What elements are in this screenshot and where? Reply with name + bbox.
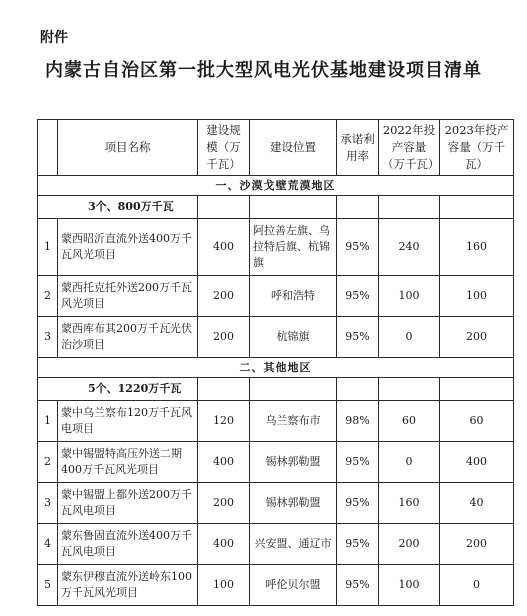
project-name: 蒙中锡盟上都外送200万千瓦风电项目 (58, 483, 198, 524)
row-index: 3 (38, 317, 58, 358)
utilization-rate: 98% (337, 401, 379, 442)
row-index: 4 (38, 524, 58, 565)
capacity-2022: 200 (379, 524, 440, 565)
capacity-2023: 160 (440, 219, 514, 276)
utilization-rate: 95% (337, 524, 379, 565)
document-title: 内蒙古自治区第一批大型风电光伏基地建设项目清单 (45, 60, 482, 81)
project-name: 蒙中乌兰察布120万千瓦风电项目 (58, 401, 198, 442)
row-index: 3 (38, 483, 58, 524)
project-scale: 400 (198, 442, 250, 483)
section-title: 一、沙漠戈壁荒漠地区 (38, 176, 514, 196)
capacity-2022: 60 (379, 401, 440, 442)
project-scale: 200 (198, 317, 250, 358)
utilization-rate: 95% (337, 276, 379, 317)
table-row (38, 565, 514, 606)
project-scale: 400 (198, 524, 250, 565)
group-summary: 3个、800万千瓦 (38, 196, 198, 219)
project-location: 杭锦旗 (250, 317, 337, 358)
header-2022-capacity: 2022年投产容量（万千瓦） (379, 120, 440, 176)
utilization-rate: 95% (337, 565, 379, 606)
table-row (38, 524, 514, 565)
capacity-2022: 0 (379, 317, 440, 358)
row-index: 1 (38, 401, 58, 442)
section-row (38, 358, 514, 378)
capacity-2023: 200 (440, 524, 514, 565)
table-row (38, 483, 514, 524)
group-summary: 5个、1220万千瓦 (38, 378, 198, 401)
project-scale: 200 (198, 276, 250, 317)
header-2023-capacity: 2023年投产容量（万千瓦） (440, 120, 514, 176)
project-scale: 200 (198, 483, 250, 524)
section-row (38, 176, 514, 196)
project-location: 锡林郭勒盟 (250, 442, 337, 483)
capacity-2023: 60 (440, 401, 514, 442)
header-project-name: 项目名称 (58, 120, 198, 176)
project-scale: 400 (198, 219, 250, 276)
project-location: 阿拉善左旗、乌拉特后旗、杭锦旗 (250, 219, 337, 276)
project-location: 呼和浩特 (250, 276, 337, 317)
project-name: 蒙中锡盟特高压外送二期400万千瓦风光项目 (58, 442, 198, 483)
header-scale: 建设规模（万千瓦） (198, 120, 250, 176)
capacity-2023: 40 (440, 483, 514, 524)
project-location: 乌兰察布市 (250, 401, 337, 442)
project-table (37, 119, 514, 606)
capacity-2022: 160 (379, 483, 440, 524)
header-utilization-rate: 承诺利用率 (337, 120, 379, 176)
project-name: 蒙西库布其200万千瓦光伏治沙项目 (58, 317, 198, 358)
capacity-2023: 0 (440, 565, 514, 606)
utilization-rate: 95% (337, 317, 379, 358)
project-name: 蒙西托克托外送200万千瓦风光项目 (58, 276, 198, 317)
project-name: 蒙东伊穆直流外送岭东100万千瓦风光项目 (58, 565, 198, 606)
table-row (38, 317, 514, 358)
utilization-rate: 95% (337, 483, 379, 524)
row-index: 1 (38, 219, 58, 276)
project-location: 呼伦贝尔盟 (250, 565, 337, 606)
table-row (38, 401, 514, 442)
utilization-rate: 95% (337, 219, 379, 276)
capacity-2022: 100 (379, 276, 440, 317)
row-index: 5 (38, 565, 58, 606)
table-header-row (38, 120, 514, 176)
row-index: 2 (38, 276, 58, 317)
project-location: 兴安盟、通辽市 (250, 524, 337, 565)
capacity-2023: 200 (440, 317, 514, 358)
project-scale: 100 (198, 565, 250, 606)
capacity-2022: 100 (379, 565, 440, 606)
table-row (38, 219, 514, 276)
table-row (38, 276, 514, 317)
capacity-2022: 0 (379, 442, 440, 483)
header-index (38, 120, 58, 176)
project-location: 锡林郭勒盟 (250, 483, 337, 524)
attachment-label: 附件 (40, 30, 68, 46)
row-index: 2 (38, 442, 58, 483)
section-title: 二、其他地区 (38, 358, 514, 378)
capacity-2022: 240 (379, 219, 440, 276)
capacity-2023: 100 (440, 276, 514, 317)
project-scale: 120 (198, 401, 250, 442)
header-location: 建设位置 (250, 120, 337, 176)
utilization-rate: 95% (337, 442, 379, 483)
group-row (38, 196, 514, 219)
table-row (38, 442, 514, 483)
project-name: 蒙东鲁固直流外送400万千瓦风电项目 (58, 524, 198, 565)
project-name: 蒙西昭沂直流外送400万千瓦风光项目 (58, 219, 198, 276)
capacity-2023: 400 (440, 442, 514, 483)
group-row (38, 378, 514, 401)
